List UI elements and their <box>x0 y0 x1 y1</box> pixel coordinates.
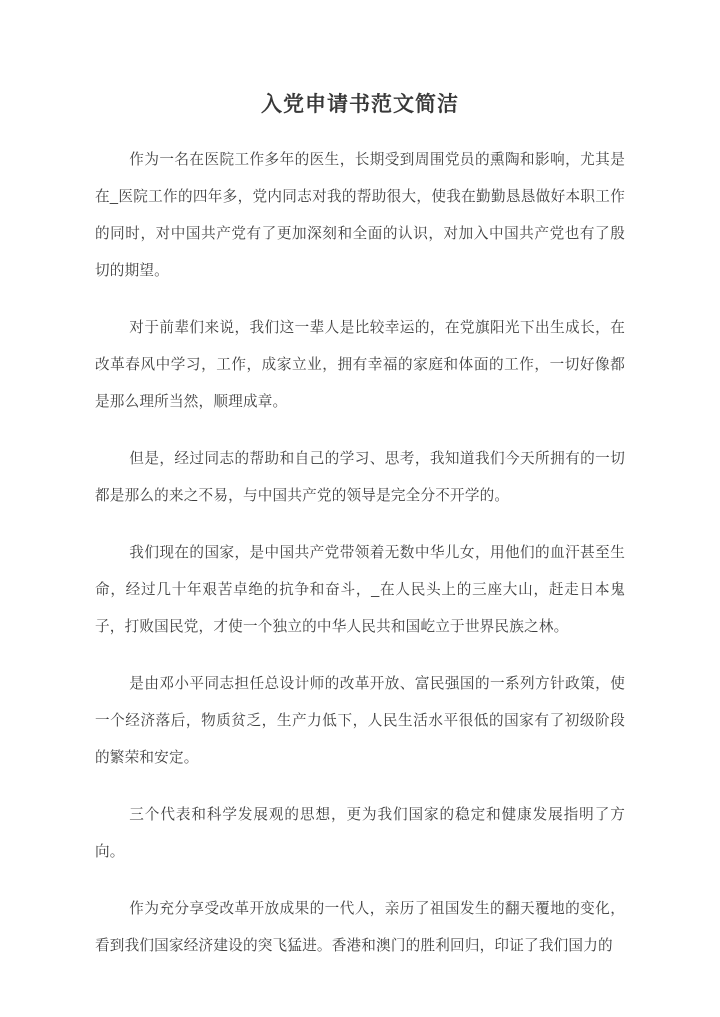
paragraph-2: 对于前辈们来说，我们这一辈人是比较幸运的，在党旗阳光下出生成长，在改革春风中学习，工作，成家立业，拥有幸福的家庭和体面的工作，一切好像都是那么理所当然，顺理成章。 <box>95 320 625 410</box>
paragraph-3: 但是，经过同志的帮助和自己的学习、思考，我知道我们今天所拥有的一切都是那么的来之不易，与中国共产党的领导是完全分不开学的。 <box>95 451 625 504</box>
paragraph-1: 作为一名在医院工作多年的医生，长期受到周围党员的熏陶和影响，尤其是在_医院工作的四年多，党内同志对我的帮助很大，使我在勤勤恳恳做好本职工作的同时，对中国共产党有了更加深刻和全面的认识，对加入中国共产党也有了殷切的期望。 <box>95 152 625 279</box>
paragraph-4: 我们现在的国家，是中国共产党带领着无数中华儿女，用他们的血汗甚至生命，经过几十年艰苦卓绝的抗争和奋斗，_在人民头上的三座大山，赶走日本鬼子，打败国民党，才使一个独立的中华人民共和国屹立于世界民族之林。 <box>95 545 625 635</box>
paragraph-6: 三个代表和科学发展观的思想，更为我们国家的稳定和健康发展指明了方向。 <box>95 807 625 860</box>
paragraph-5: 是由邓小平同志担任总设计师的改革开放、富民强国的一系列方针政策，使一个经济落后，物质贫乏，生产力低下，人民生活水平很低的国家有了初级阶段的繁荣和安定。 <box>95 676 625 766</box>
paragraph-7: 作为充分享受改革开放成果的一代人，亲历了祖国发生的翻天覆地的变化，看到我们国家经济建设的突飞猛进。香港和澳门的胜利回归，印证了我们国力的 <box>95 901 625 954</box>
document-title: 入党申请书范文简洁 <box>261 93 459 116</box>
